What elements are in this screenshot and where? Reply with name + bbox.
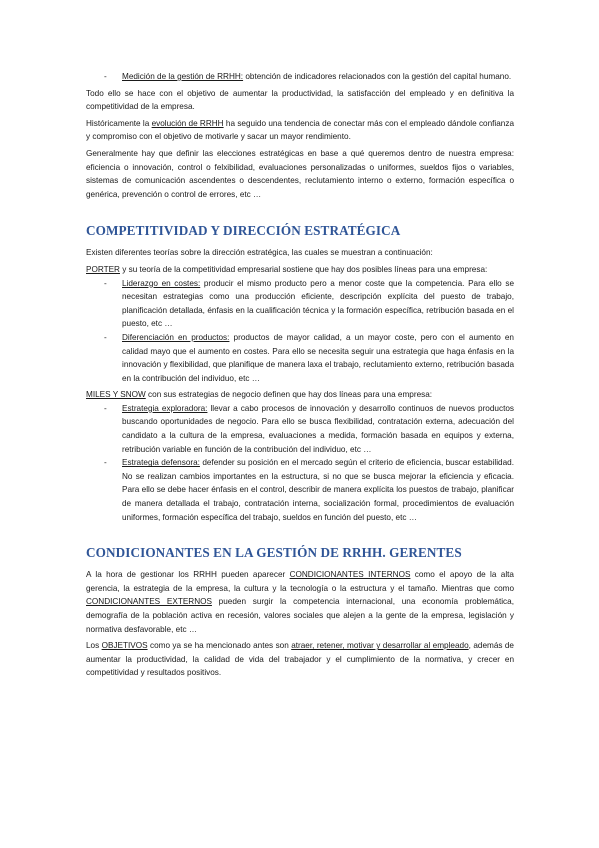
item-text: llevar a cabo procesos de innovación y desarrollo continuos de nuevos productos buscando oportunidades de negocio. Para ello se busca flexibilidad, contratación externa, adecuación del candidato a la cultura de la empresa, evaluaciones a medida, formación basada en equipos y externa, retribución variable en función de la contribución del individuo, etc … bbox=[122, 403, 514, 454]
paragraph bbox=[86, 117, 514, 144]
bullet-dash: - bbox=[104, 332, 107, 342]
bullet-dash: - bbox=[104, 403, 107, 413]
item-text: obtención de indicadores relacionados con la gestión del capital humano. bbox=[243, 72, 512, 81]
bullet-dash: - bbox=[104, 458, 107, 468]
section-heading: COMPETITIVIDAD Y DIRECCIÓN ESTRATÉGICA bbox=[86, 223, 401, 239]
underlined-term: OBJETIVOS bbox=[101, 641, 148, 651]
item-label: Estrategia exploradora: bbox=[122, 403, 208, 413]
underlined-term: MILES Y SNOW bbox=[86, 390, 146, 400]
miles-list bbox=[86, 402, 514, 524]
list-item bbox=[86, 277, 514, 331]
text-run: con sus estrategias de negocio definen que hay dos líneas para una empresa: bbox=[145, 390, 433, 400]
paragraph bbox=[86, 568, 514, 636]
text-run: Históricamente la bbox=[86, 118, 152, 128]
paragraph bbox=[86, 639, 514, 680]
bullet-dash: - bbox=[104, 72, 107, 81]
underlined-term: CONDICIONANTES INTERNOS bbox=[289, 570, 411, 580]
text-run: pueden surgir la competencia internacional, una economía problemática, demografía de la población activa en recesión, valores sociales que alejen a la gente de la empresa, legislación y normativa desfavorable, etc … bbox=[86, 597, 514, 634]
list-item bbox=[86, 402, 514, 456]
text-run: y su teoría de la competitividad empresarial sostiene que hay dos posibles líneas para una empresa: bbox=[119, 264, 488, 274]
paragraph: Todo ello se hace con el objetivo de aumentar la productividad, la satisfacción del empleado y en definitiva la competitividad de la empresa. bbox=[86, 88, 514, 112]
list-item bbox=[86, 331, 514, 385]
underlined-term: PORTER bbox=[86, 264, 120, 274]
item-label: Medición de la gestión de RRHH: bbox=[122, 72, 244, 81]
underlined-term: CONDICIONANTES EXTERNOS bbox=[86, 597, 212, 607]
underlined-term: atraer, retener, motivar y desarrollar al empleado bbox=[291, 641, 469, 651]
paragraph bbox=[86, 263, 514, 277]
porter-list bbox=[86, 277, 514, 386]
intro-list bbox=[86, 70, 514, 84]
text-run: como ya se ha mencionado antes son bbox=[147, 641, 292, 651]
item-label: Estrategia defensora: bbox=[122, 458, 200, 468]
underlined-term: evolución de RRHH bbox=[151, 118, 224, 128]
item-text: defender su posición en el mercado según el criterio de eficiencia, buscar estabilidad. No se realizan cambios importantes en la estructura, si no que se busca mejorar la eficiencia y eficacia. Para ello se debe hacer énfasis en el control, describir de manera explícita los puestos de trabajo, planificar de manera detallada el trabajo, contratación interna, socialización formal, procedimientos de evaluación uniformes, formación específica del trabajo, sueldos en función del puesto, etc … bbox=[122, 458, 514, 522]
text-run: A la hora de gestionar los RRHH pueden aparecer bbox=[86, 570, 290, 580]
item-label: Diferenciación en productos: bbox=[122, 332, 230, 342]
item-text: producir el mismo producto pero a menor coste que la competencia. Para ello se necesitan estrategias como una producción eficiente, descripción explícita del puesto de trabajo, planificación detallada, énfasis en la cualificación técnica y la formación específica, retribución basada en el puesto, etc … bbox=[122, 278, 514, 329]
item-label: Liderazgo en costes: bbox=[122, 278, 201, 288]
list-item bbox=[86, 456, 514, 524]
list-item bbox=[86, 70, 514, 84]
paragraph bbox=[86, 388, 514, 402]
item-text: productos de mayor calidad, a un mayor coste, pero con el aumento en calidad mayo que el aumento en costes. Para ello se necesita seguir una estrategia que haga énfasis en la innovación y flexibilidad, que planifique de manera laxa el trabajo, reclutamiento externo, retribución basada en la contribución del individuo, etc … bbox=[122, 332, 514, 383]
paragraph: Existen diferentes teorías sobre la dirección estratégica, las cuales se muestran a continuación: bbox=[86, 248, 433, 258]
bullet-dash: - bbox=[104, 278, 107, 288]
document-page bbox=[86, 70, 514, 680]
text-run: como el apoyo de la alta gerencia, la estrategia de la empresa, la cultura y la tecnología o la estructura y el tamaño. Mientras que como bbox=[86, 570, 514, 593]
text-run: ha seguido una tendencia de conectar más con el empleado dándole confianza y compromiso con el objetivo de motivarle y sacar un mayor rendimiento. bbox=[86, 118, 515, 142]
section-heading: CONDICIONANTES EN LA GESTIÓN DE RRHH. GERENTES bbox=[86, 545, 462, 561]
paragraph: Generalmente hay que definir las elecciones estratégicas en base a qué queremos dentro de nuestra empresa: eficiencia o innovación, control o felxibilidad, evaluaciones personalizadas o uniformes, sueldos fijos o variables, sistemas de comunicación ascendentes o descendentes, reclutamiento interno o externo, formación específica o genérica, prevención o control de errores, etc … bbox=[86, 148, 514, 199]
text-run: Los bbox=[86, 641, 102, 651]
text-run: , además de aumentar la productividad, la calidad de vida del trabajador y el cumplimiento de la normativa, y crecer en competitividad y resultados positivos. bbox=[86, 641, 514, 678]
